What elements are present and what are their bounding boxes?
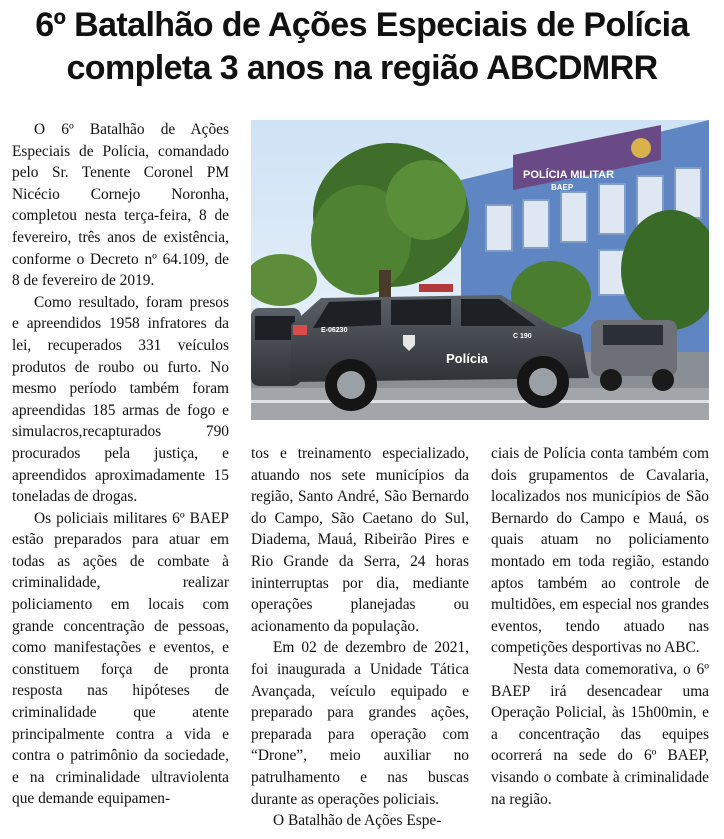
police-vehicles-photo (251, 120, 709, 420)
headline-line-2: completa 3 anos na região ABCDMRR (66, 49, 658, 87)
paragraph: O Batalhão de Ações Espe- (273, 812, 442, 830)
vehicle-door-text: Polícia (446, 351, 488, 366)
paragraph: Em 02 de dezembro de 2021, foi inaugurada a Unidade Tática Avançada, veículo equipado e preparado para grandes ações, preparada para operação com “Drone”, meio auxiliar no patrulhamento e nas buscas durante as operações policiais. (251, 639, 469, 808)
paragraph: O 6º Batalhão de Ações Especiais de Polícia, comandado pelo Sr. Tenente Coronel PM Nicécio Cornejo Noronha, completou nesta terça-feira, 8 de fevereiro, três anos de existência, conforme o Decreto nº 64.109, de 8 de fevereiro de 2019. (12, 121, 229, 290)
building-sign-subtext: BAEP (551, 183, 574, 192)
paragraph: Nesta data comemorativa, o 6º BAEP irá desencadear uma Operação Policial, às 15h00min, e a concentração das equipes ocorrerá na sede do 6º BAEP, visando o combate à criminalidade na região. (491, 660, 709, 808)
light-bar-icon (419, 284, 453, 292)
building-sign-text: POLÍCIA MILITAR (523, 169, 615, 181)
vehicle-rear-code: C 190 (513, 333, 532, 340)
article-column-1 (12, 119, 229, 810)
paragraph: Como resultado, foram presos e apreendidos 1958 infratores da lei, recuperados 331 veículos produtos de roubo ou furto. No mesmo período também foram apreendidas 185 armas de fogo e simulacros,recapturados 790 procurados pela justiça, e apreendidos aproximadamente 15 toneladas de drogas. (12, 293, 229, 506)
headline (0, 4, 724, 90)
article-column-3 (491, 443, 709, 810)
vehicle-plate-text: E-06230 (321, 327, 348, 334)
article-column-2 (251, 443, 469, 832)
paragraph: Os policiais militares 6º BAEP estão preparados para atuar em todas as ações de combate à criminalidade, realizar policiamento em locais com grande concentração de pessoas, como manifestações e eventos, e constituem força de pronta resposta nas hipóteses de criminalidade que atente principalmente contra a vida e contra o patrimônio da sociedade, e na criminalidade ultraviolenta que demande equipamen- (12, 509, 229, 808)
badge-emblem-icon (631, 138, 651, 158)
paragraph: tos e treinamento especializado, atuando nos sete municípios da região, Santo André, São Bernardo do Campo, São Caetano do Sul, Diadema, Mauá, Ribeirão Pires e Rio Grande da Serra, 24 horas ininterruptas por dia, mediante operações planejadas ou acionamento da população. (251, 445, 469, 635)
paragraph: ciais de Polícia conta também com dois grupamentos de Cavalaria, localizados nos municípios de São Bernardo do Campo e Mauá, os quais atuam no policiamento montado em toda região, estando aptos também ao controle de multidões, em especial nos grandes eventos, tendo atuado nas competições desportivas no ABC. (491, 445, 709, 657)
headline-line-1: 6º Batalhão de Ações Especiais de Polícia (35, 6, 689, 44)
